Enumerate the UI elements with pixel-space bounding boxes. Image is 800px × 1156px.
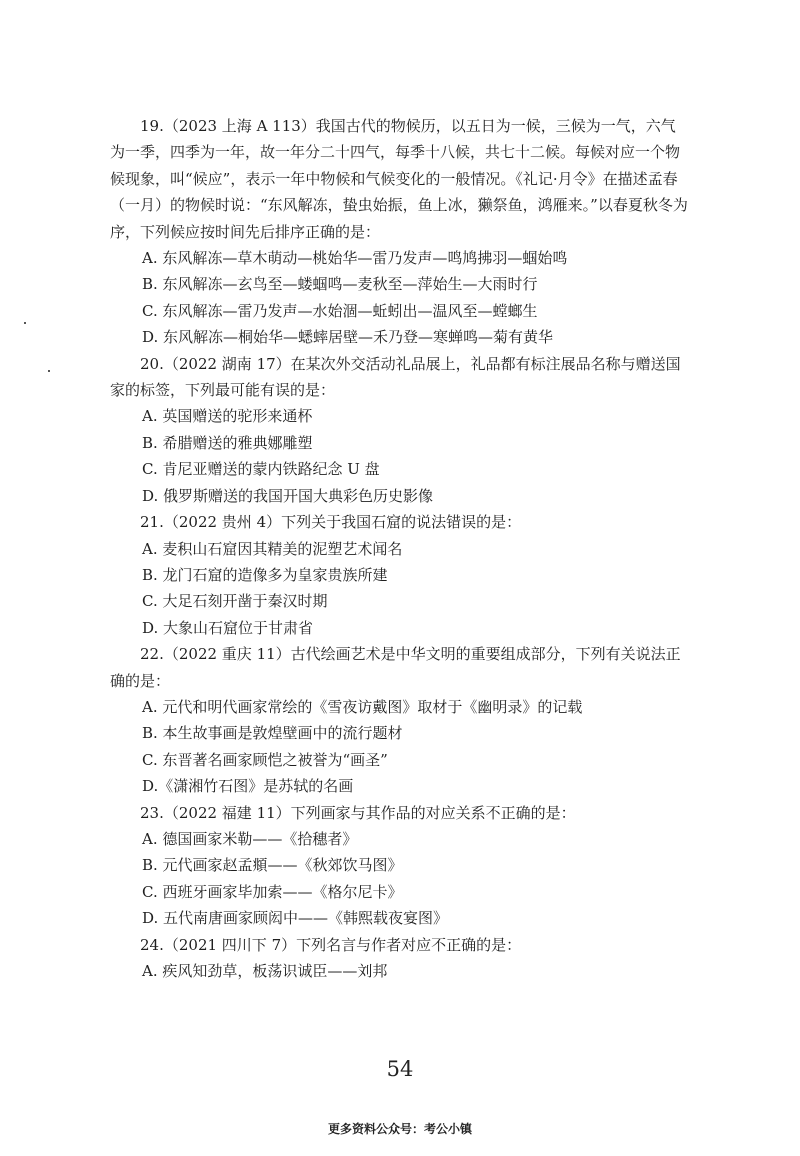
option-d: D. 大象山石窟位于甘肃省 (142, 618, 314, 637)
option-a: A. 英国赠送的驼形来通杯 (142, 407, 313, 426)
question-stem: 24.（2021 四川下 7）下列名言与作者对应不正确的是： (140, 935, 522, 954)
page-number: 54 (386, 1057, 414, 1081)
question-stem: 22.（2022 重庆 11）古代绘画艺术是中华文明的重要组成部分，下列有关说法正确的是： (110, 645, 681, 690)
question-stem: 20.（2022 湖南 17）在某次外交活动礼品展上，礼品都有标注展品名称与赠送国家的标签，下列最可能有误的是： (110, 354, 681, 400)
option-c: C. 东晋著名画家顾恺之被誉为“画圣” (142, 750, 388, 769)
option-b: B. 本生故事画是敦煌壁画中的流行题材 (142, 724, 403, 743)
footer-text: 更多资料公众号：考公小镇 (327, 1122, 472, 1136)
option-c: C. 大足石刻开凿于秦汉时期 (142, 592, 328, 611)
option-a: A. 东风解冻—草木萌动—桃始华—雷乃发声—鸣鸠拂羽—蝈始鸣 (142, 249, 568, 268)
option-d: D. 东风解冻—桐始华—蟋蟀居壁—禾乃登—寒蝉鸣—菊有黄华 (142, 328, 554, 347)
question-list (110, 113, 690, 984)
question-21 (110, 509, 690, 641)
question-20 (110, 351, 690, 509)
option-c: C. 肯尼亚赠送的蒙内铁路纪念 U 盘 (142, 460, 380, 479)
scan-speck (48, 370, 50, 372)
question-stem: 23.（2022 福建 11）下列画家与其作品的对应关系不正确的是： (140, 803, 576, 822)
question-24 (110, 932, 690, 985)
option-c: C. 东风解冻—雷乃发声—水始涸—蚯蚓出—温风至—螳螂生 (142, 301, 538, 320)
option-d: D. 俄罗斯赠送的我国开国大典彩色历史影像 (142, 486, 434, 505)
question-22 (110, 641, 690, 799)
option-b: B. 龙门石窟的造像多为皇家贵族所建 (142, 565, 388, 584)
option-a: A. 麦积山石窟因其精美的泥塑艺术闻名 (142, 539, 403, 558)
option-c: C. 西班牙画家毕加索——《格尔尼卡》 (142, 882, 403, 901)
option-a: A. 元代和明代画家常绘的《雪夜访戴图》取材于《幽明录》的记载 (142, 697, 583, 716)
question-19 (110, 113, 690, 351)
option-a: A. 德国画家米勒——《拾穗者》 (142, 829, 358, 848)
option-b: B. 元代画家赵孟頫——《秋郊饮马图》 (142, 856, 403, 875)
option-b: B. 希腊赠送的雅典娜雕塑 (142, 433, 313, 452)
option-a: A. 疾风知劲草，板荡识诚臣——刘邦 (142, 962, 388, 980)
option-d: D.《潇湘竹石图》是苏轼的名画 (142, 777, 354, 796)
question-23 (110, 800, 690, 932)
question-stem: 19.（2023 上海 A 113）我国古代的物候历，以五日为一候，三候为一气，六气为一季，四季为一年，故一年分二十四气，每季十八候，共七十二候。每候对应一个物候现象，叫“候应”，表示一年中物候和气候变化的一般情况。《礼记·月令》在描述孟春（一月）的物候时说：“东风解冻，蛰虫始振，鱼上冰，獭祭鱼，鸿雁来。”以春夏秋冬为序，下列候应按时间先后排序正确的是： (110, 117, 688, 241)
option-d: D. 五代南唐画家顾闳中——《韩熙载夜宴图》 (142, 909, 449, 928)
question-stem: 21.（2022 贵州 4）下列关于我国石窟的说法错误的是： (140, 513, 522, 532)
scan-speck (24, 322, 26, 324)
option-b: B. 东风解冻—玄鸟至—蝼蝈鸣—麦秋至—萍始生—大雨时行 (142, 275, 538, 294)
